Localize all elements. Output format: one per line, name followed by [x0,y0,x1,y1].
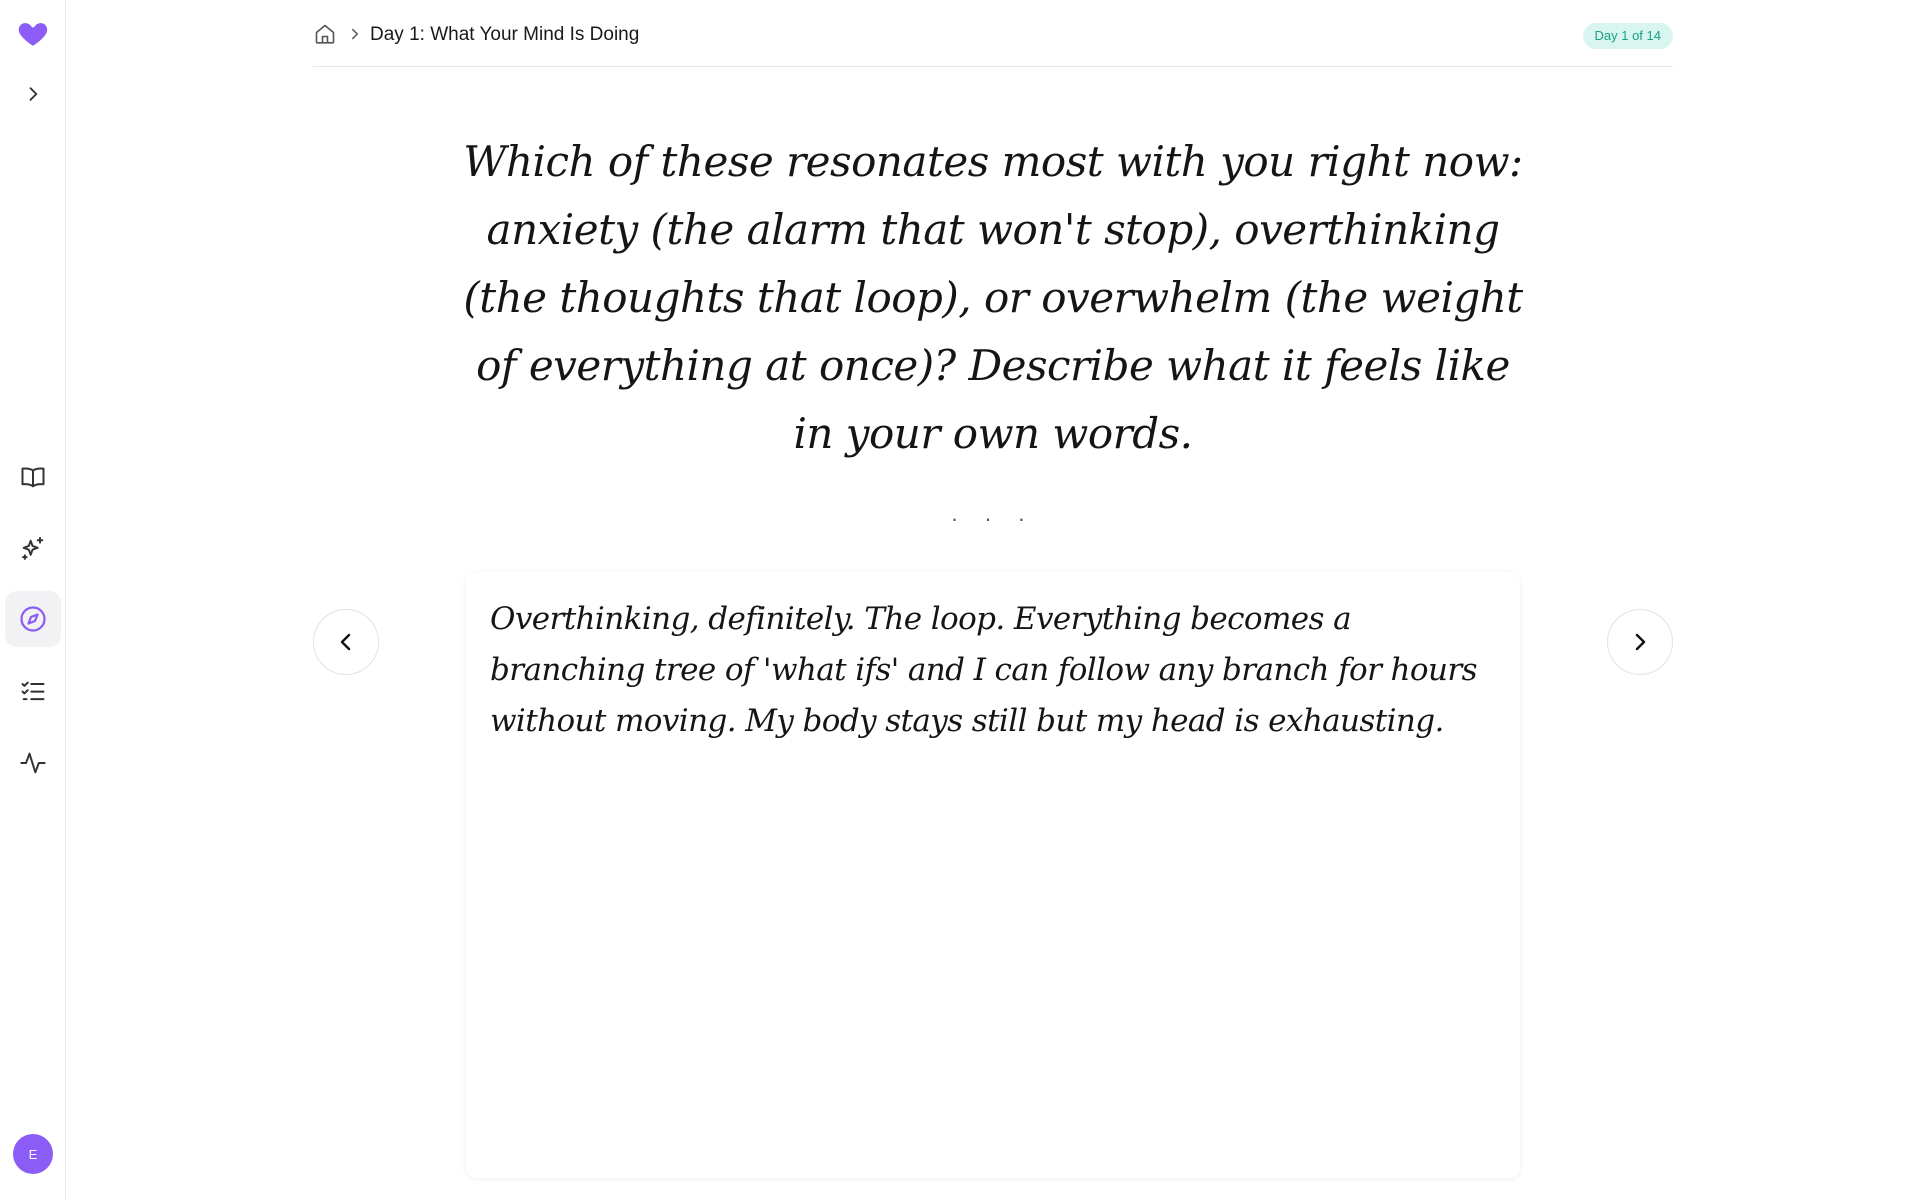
expand-sidebar-chevron-right-icon[interactable] [5,66,61,122]
user-avatar[interactable]: E [13,1134,53,1174]
answer-text-area[interactable] [466,572,1520,1178]
breadcrumb-separator-chevron-right-icon [346,25,364,43]
breadcrumb [313,0,1673,67]
answer-text: Overthinking, definitely. The loop. Everything becomes a branching tree of 'what ifs' and I can follow any branch for hours without moving. My body stays still but my head is exhausting. [490,601,1477,739]
journal-prompt: Which of these resonates most with you right now: anxiety (the alarm that won't stop), overthinking (the thoughts that loop), or overwhelm (the weight of everything at once)? Describe what it feels like in your own words. [463,137,1523,458]
page-title: Day 1: What Your Mind Is Doing [370,24,640,45]
home-icon[interactable] [313,22,337,46]
section-divider: · · · [950,506,1036,531]
tasks-checklist-icon[interactable] [5,663,61,719]
sparkles-icon[interactable] [5,521,61,577]
previous-button[interactable] [313,609,379,675]
insights-activity-icon[interactable] [5,735,61,791]
chevron-left-icon [334,630,358,654]
explore-compass-icon[interactable] [5,591,61,647]
logo-heart-icon[interactable] [5,5,61,61]
library-book-open-icon[interactable] [5,449,61,505]
day-progress-badge: Day 1 of 14 [1583,23,1674,49]
next-button[interactable] [1607,609,1673,675]
sidebar [0,0,66,1200]
chevron-right-icon [1628,630,1652,654]
